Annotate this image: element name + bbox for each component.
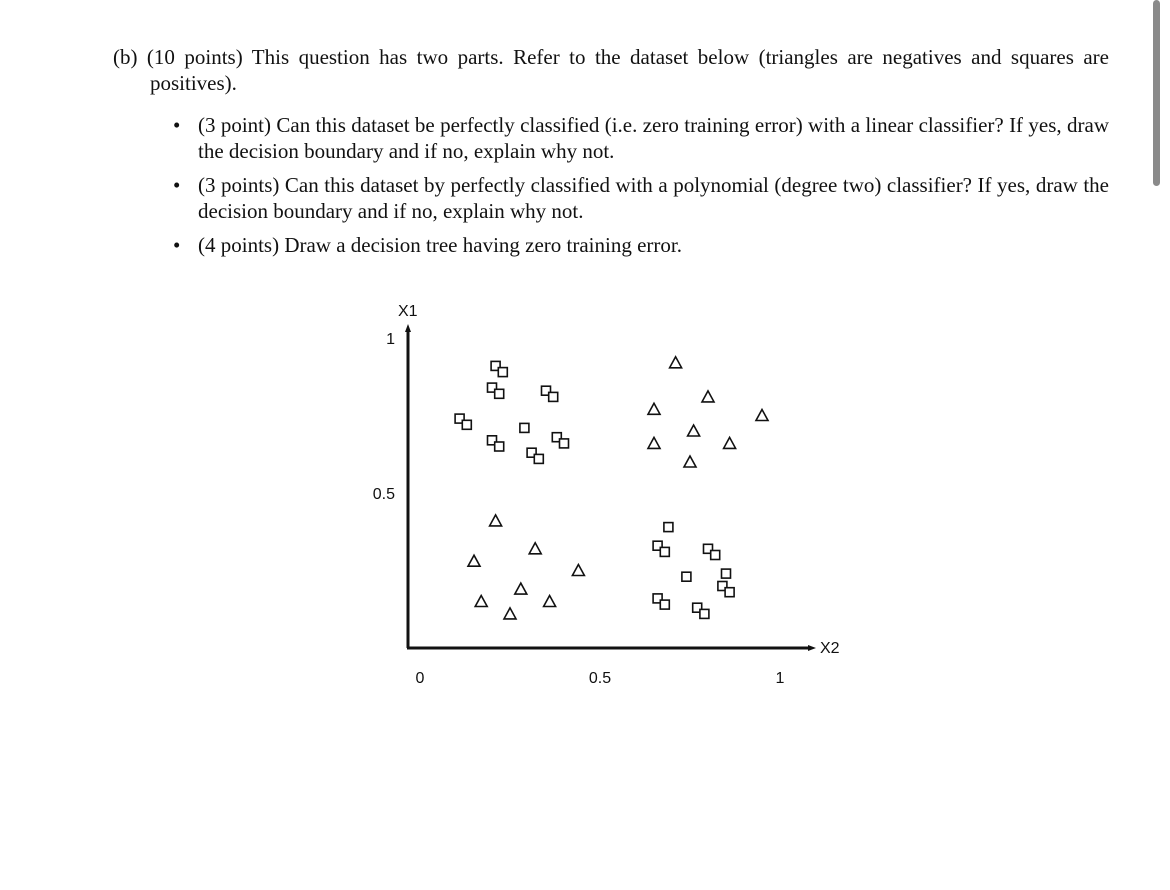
negative-triangle-point	[529, 543, 541, 554]
question-intro: (b) (10 points) This question has two parts. Refer to the dataset below (triangles are negatives and squares are positives).	[113, 45, 1109, 95]
positive-square-point	[660, 600, 669, 609]
bullet-icon: •	[173, 113, 181, 137]
question-part-2-text: (3 points) Can this dataset by perfectly classified with a polynomial (degree two) classifier? If yes, draw the decision boundary and if no, explain why not.	[198, 173, 1109, 223]
positive-square-point	[549, 392, 558, 401]
x-tick-label: 0	[415, 670, 425, 687]
negative-triangle-point	[475, 596, 487, 607]
question-part-1-text: (3 point) Can this dataset be perfectly classified (i.e. zero training error) with a linear classifier? If yes, draw the decision boundary and if no, explain why not.	[198, 113, 1109, 163]
negative-triangle-point	[468, 555, 480, 566]
positive-square-point	[520, 423, 529, 432]
negative-triangle-point	[724, 437, 736, 448]
negative-triangle-point	[504, 608, 516, 619]
bullet-icon: •	[173, 173, 181, 197]
bullet-icon: •	[173, 233, 181, 257]
negative-triangle-point	[756, 410, 768, 421]
y-tick-label: 0.5	[372, 486, 395, 503]
positive-square-point	[495, 442, 504, 451]
positive-square-point	[722, 569, 731, 578]
positive-square-point	[700, 609, 709, 618]
tick-labels	[373, 331, 785, 687]
negative-triangle-point	[648, 437, 660, 448]
positive-square-point	[560, 439, 569, 448]
positive-square-point	[664, 523, 673, 532]
positive-square-point	[498, 368, 507, 377]
positive-square-point	[660, 547, 669, 556]
negative-triangle-point	[648, 403, 660, 414]
data-points	[455, 357, 768, 619]
negative-triangle-point	[688, 425, 700, 436]
positive-square-point	[682, 572, 691, 581]
positive-square-point	[495, 389, 504, 398]
x-tick-label: 0.5	[588, 670, 612, 687]
negative-triangle-point	[684, 456, 696, 467]
positive-square-point	[534, 454, 543, 463]
negative-triangle-point	[702, 391, 714, 402]
positive-square-point	[725, 588, 734, 597]
question-part-3-text: (4 points) Draw a decision tree having zero training error.	[198, 233, 682, 257]
x-tick-label: 1	[775, 670, 785, 687]
negative-triangle-point	[515, 583, 527, 594]
positive-square-point	[462, 420, 471, 429]
x-axis-label: X2	[820, 640, 840, 657]
negative-triangle-point	[572, 565, 584, 576]
negative-triangle-point	[670, 357, 682, 368]
negative-triangle-point	[490, 515, 502, 526]
y-axis-label: X1	[398, 303, 418, 320]
positive-square-point	[711, 551, 720, 560]
negative-triangle-point	[544, 596, 556, 607]
y-tick-label: 1	[386, 331, 395, 348]
